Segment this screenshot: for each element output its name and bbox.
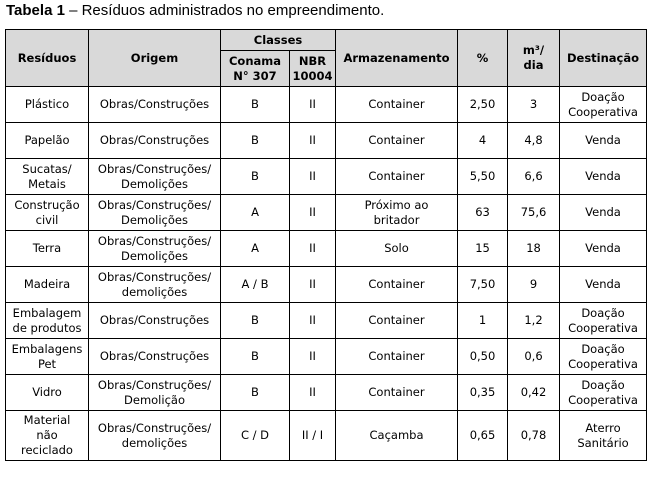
header-m3-dia: m³/ dia xyxy=(508,30,560,87)
cell-pct: 2,50 xyxy=(458,87,508,123)
table-row xyxy=(6,231,647,267)
cell-armazenamento: Container xyxy=(336,339,458,375)
cell-conama: B xyxy=(221,303,290,339)
cell-conama: B xyxy=(221,159,290,195)
table-row xyxy=(6,195,647,231)
cell-conama: B xyxy=(221,87,290,123)
cell-armazenamento: Container xyxy=(336,375,458,411)
cell-residuo: Sucatas/ Metais xyxy=(6,159,89,195)
cell-origem: Obras/Construções/ Demolição xyxy=(89,375,221,411)
cell-residuo: Construção civil xyxy=(6,195,89,231)
cell-destinacao: Venda xyxy=(560,267,647,303)
table-caption xyxy=(6,2,384,19)
cell-conama: A xyxy=(221,195,290,231)
cell-nbr: II xyxy=(290,303,336,339)
cell-destinacao: Doação Cooperativa xyxy=(560,339,647,375)
cell-origem: Obras/Construções/ Demolições xyxy=(89,231,221,267)
cell-destinacao: Venda xyxy=(560,195,647,231)
cell-pct: 0,35 xyxy=(458,375,508,411)
header-percent: % xyxy=(458,30,508,87)
header-origem: Origem xyxy=(89,30,221,87)
cell-pct: 0,50 xyxy=(458,339,508,375)
cell-m3dia: 9 xyxy=(508,267,560,303)
cell-origem: Obras/Construções xyxy=(89,123,221,159)
cell-nbr: II xyxy=(290,339,336,375)
cell-nbr: II xyxy=(290,123,336,159)
header-destinacao: Destinação xyxy=(560,30,647,87)
cell-m3dia: 6,6 xyxy=(508,159,560,195)
cell-pct: 7,50 xyxy=(458,267,508,303)
cell-destinacao: Doação Cooperativa xyxy=(560,303,647,339)
header-classes: Classes xyxy=(221,30,336,51)
cell-conama: A / B xyxy=(221,267,290,303)
table-row xyxy=(6,123,647,159)
cell-origem: Obras/Construções/ Demolições xyxy=(89,159,221,195)
cell-residuo: Plástico xyxy=(6,87,89,123)
cell-m3dia: 3 xyxy=(508,87,560,123)
cell-armazenamento: Caçamba xyxy=(336,411,458,461)
table-row xyxy=(6,303,647,339)
cell-m3dia: 0,78 xyxy=(508,411,560,461)
cell-residuo: Madeira xyxy=(6,267,89,303)
cell-pct: 0,65 xyxy=(458,411,508,461)
cell-origem: Obras/Construções xyxy=(89,87,221,123)
cell-residuo: Embalagem de produtos xyxy=(6,303,89,339)
cell-origem: Obras/Construções xyxy=(89,303,221,339)
table-row xyxy=(6,87,647,123)
table-row xyxy=(6,339,647,375)
cell-armazenamento: Container xyxy=(336,87,458,123)
cell-origem: Obras/Construções xyxy=(89,339,221,375)
cell-m3dia: 1,2 xyxy=(508,303,560,339)
cell-origem: Obras/Construções/ demolições xyxy=(89,411,221,461)
cell-nbr: II xyxy=(290,159,336,195)
header-nbr: NBR 10004 xyxy=(290,51,336,87)
cell-conama: B xyxy=(221,339,290,375)
cell-pct: 15 xyxy=(458,231,508,267)
cell-destinacao: Aterro Sanitário xyxy=(560,411,647,461)
cell-origem: Obras/Construções/ Demolições xyxy=(89,195,221,231)
cell-destinacao: Doação Cooperativa xyxy=(560,375,647,411)
cell-residuo: Terra xyxy=(6,231,89,267)
cell-conama: A xyxy=(221,231,290,267)
cell-residuo: Papelão xyxy=(6,123,89,159)
cell-m3dia: 0,6 xyxy=(508,339,560,375)
header-armazenamento: Armazenamento xyxy=(336,30,458,87)
cell-conama: B xyxy=(221,375,290,411)
header-conama: Conama N° 307 xyxy=(221,51,290,87)
cell-pct: 63 xyxy=(458,195,508,231)
cell-conama: B xyxy=(221,123,290,159)
cell-conama: C / D xyxy=(221,411,290,461)
header-residuos: Resíduos xyxy=(6,30,89,87)
cell-nbr: II xyxy=(290,267,336,303)
cell-pct: 5,50 xyxy=(458,159,508,195)
header-row-1 xyxy=(6,30,647,51)
cell-pct: 1 xyxy=(458,303,508,339)
cell-armazenamento: Próximo ao britador xyxy=(336,195,458,231)
cell-armazenamento: Container xyxy=(336,123,458,159)
residuos-table xyxy=(5,29,647,461)
table-body xyxy=(6,87,647,461)
cell-m3dia: 18 xyxy=(508,231,560,267)
table-header xyxy=(6,30,647,87)
cell-nbr: II xyxy=(290,195,336,231)
cell-m3dia: 75,6 xyxy=(508,195,560,231)
cell-armazenamento: Solo xyxy=(336,231,458,267)
cell-nbr: II xyxy=(290,87,336,123)
cell-armazenamento: Container xyxy=(336,303,458,339)
cell-destinacao: Venda xyxy=(560,159,647,195)
cell-nbr: II xyxy=(290,231,336,267)
cell-armazenamento: Container xyxy=(336,159,458,195)
cell-destinacao: Doação Cooperativa xyxy=(560,87,647,123)
cell-residuo: Material não reciclado xyxy=(6,411,89,461)
table-row xyxy=(6,267,647,303)
caption-label: Tabela 1 xyxy=(6,2,65,19)
table-row xyxy=(6,375,647,411)
cell-m3dia: 4,8 xyxy=(508,123,560,159)
cell-nbr: II xyxy=(290,375,336,411)
caption-text: – Resíduos administrados no empreendimento. xyxy=(64,2,385,19)
cell-pct: 4 xyxy=(458,123,508,159)
table-row xyxy=(6,159,647,195)
cell-nbr: II / I xyxy=(290,411,336,461)
cell-destinacao: Venda xyxy=(560,231,647,267)
cell-m3dia: 0,42 xyxy=(508,375,560,411)
cell-origem: Obras/Construções/ demolições xyxy=(89,267,221,303)
cell-armazenamento: Container xyxy=(336,267,458,303)
table-row xyxy=(6,411,647,461)
cell-residuo: Vidro xyxy=(6,375,89,411)
cell-residuo: Embalagens Pet xyxy=(6,339,89,375)
cell-destinacao: Venda xyxy=(560,123,647,159)
